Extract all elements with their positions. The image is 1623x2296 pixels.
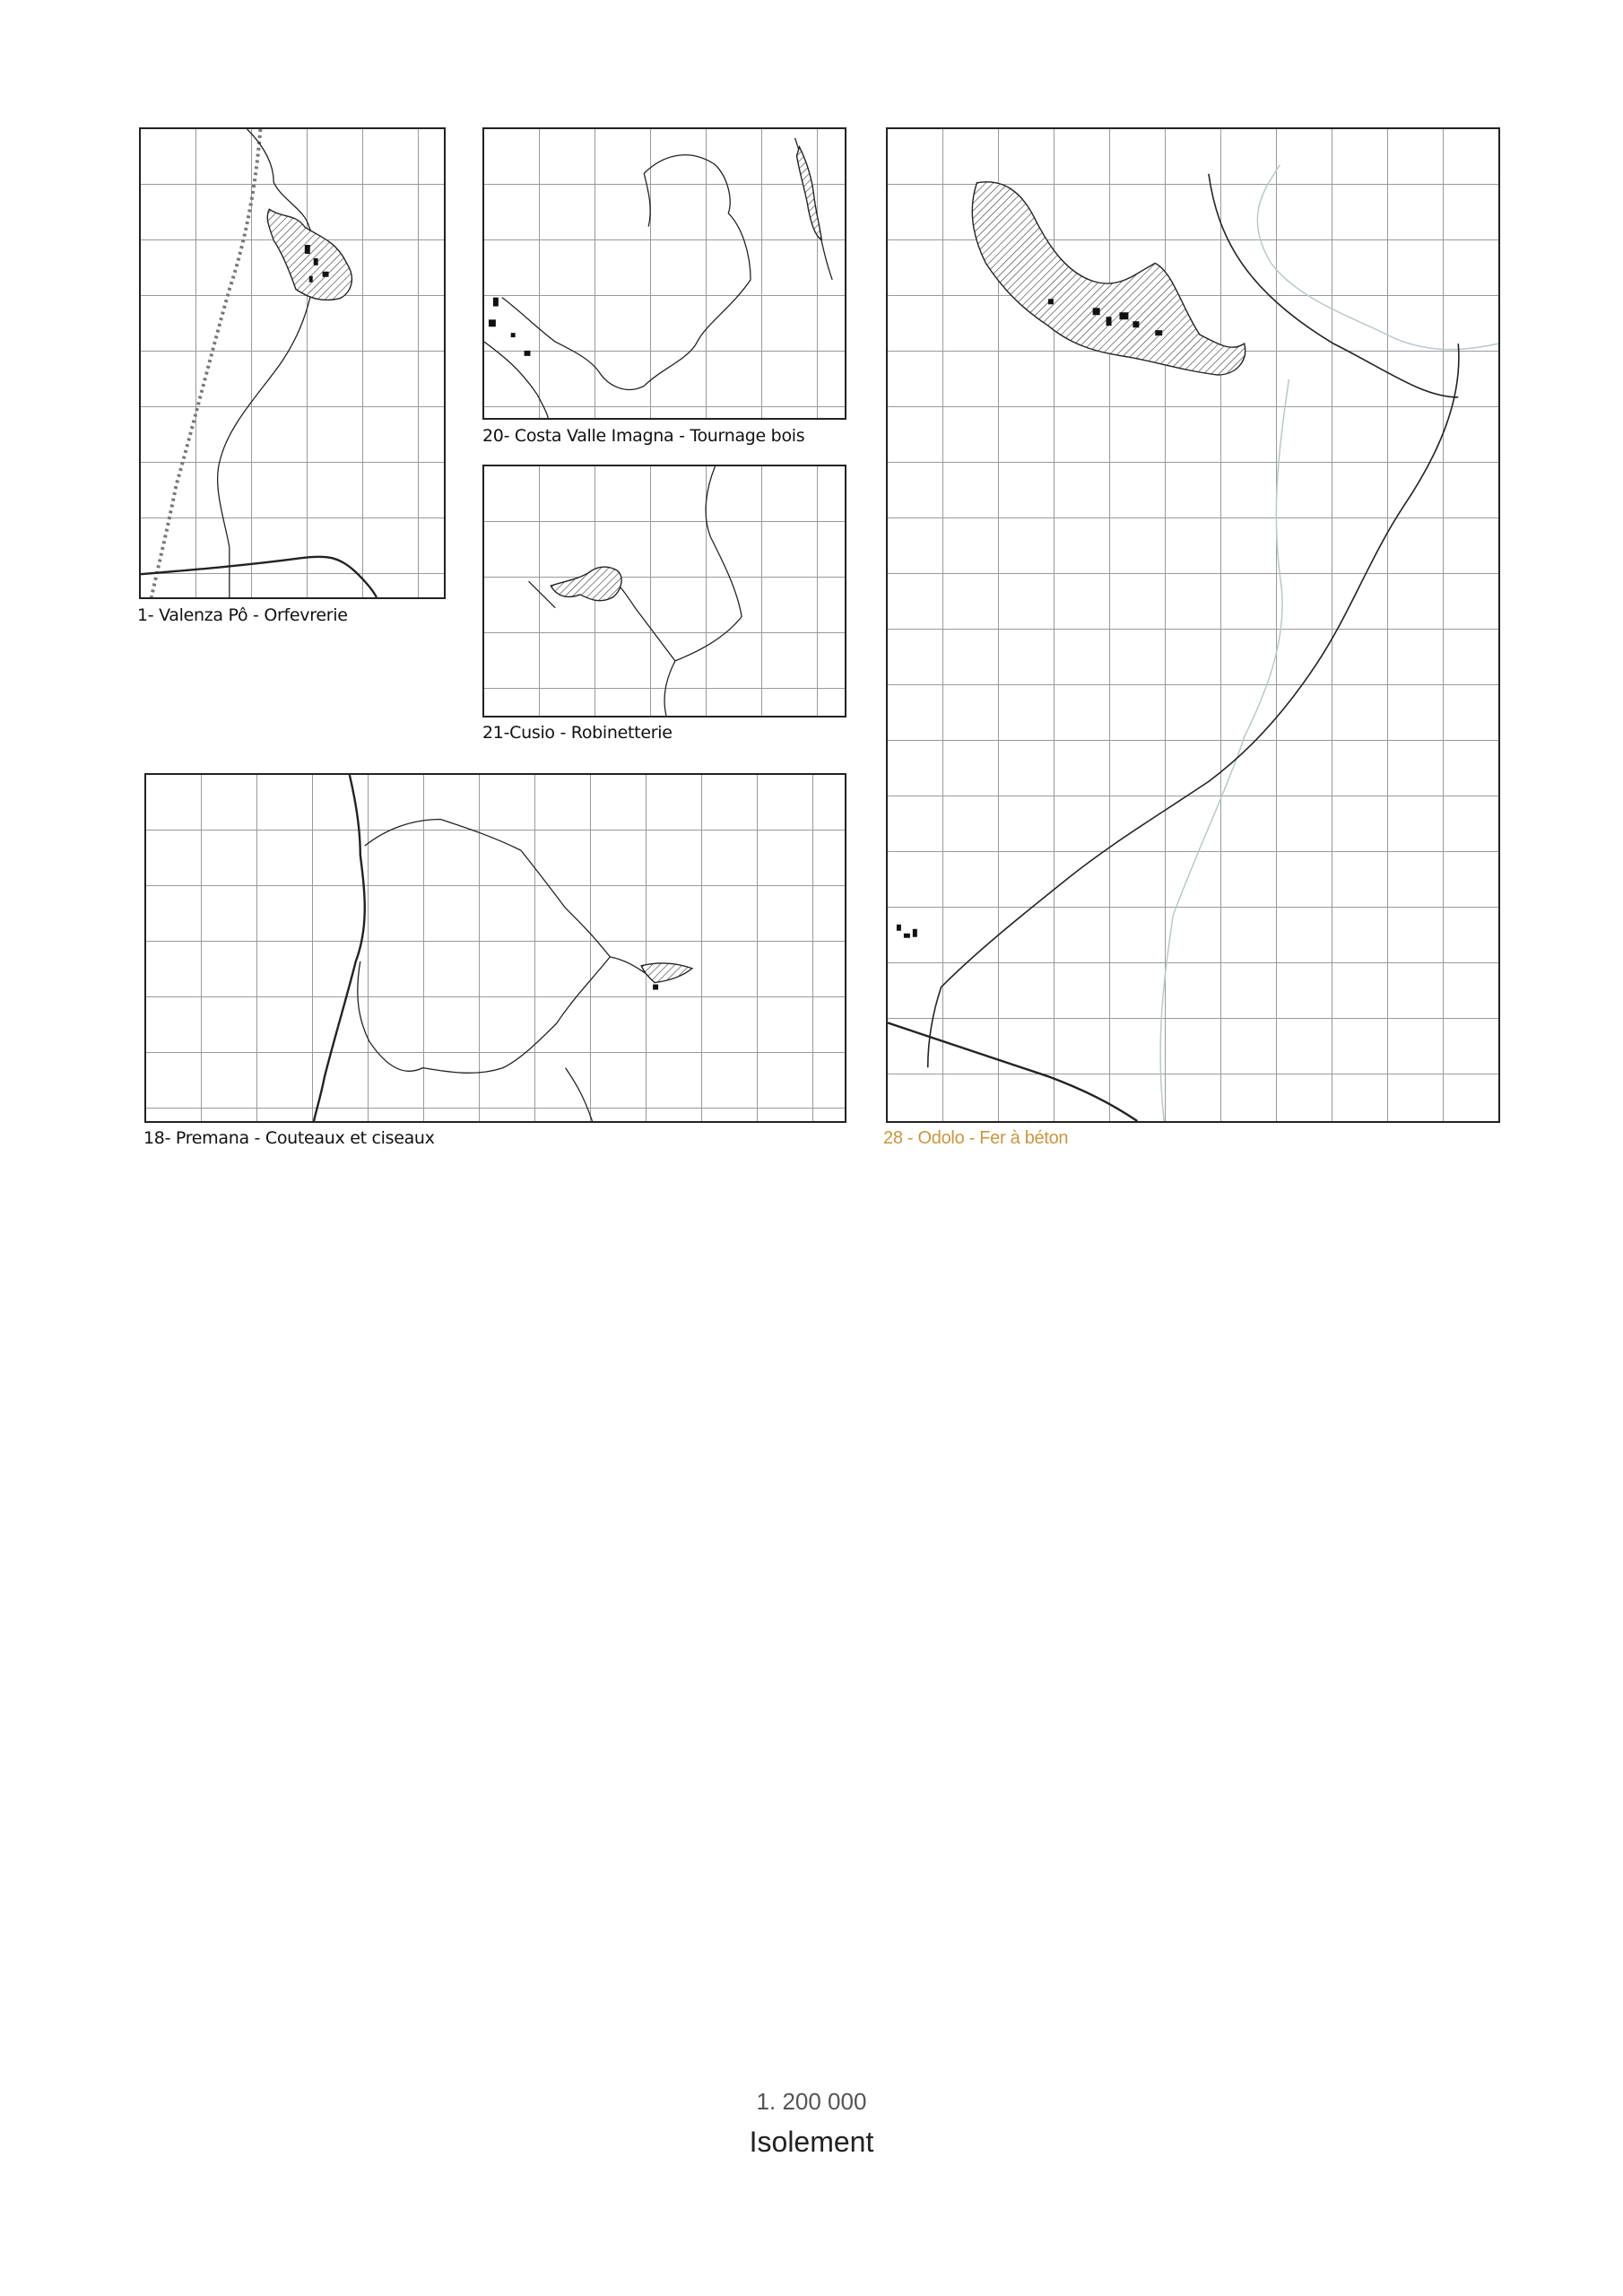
map-premana-drawing	[146, 775, 845, 1121]
caption-costa: 20- Costa Valle Imagna - Tournage bois	[482, 426, 805, 446]
map-valenza	[139, 127, 446, 599]
caption-odolo: 28 - Odolo - Fer à béton	[883, 1128, 1069, 1148]
map-cusio	[482, 465, 846, 718]
page-title: Isolement	[749, 2126, 874, 2158]
map-valenza-drawing	[141, 129, 444, 597]
map-odolo-drawing	[888, 129, 1498, 1121]
caption-premana: 18- Premana - Couteaux et ciseaux	[143, 1128, 435, 1148]
map-odolo	[886, 127, 1500, 1123]
map-scale: 1. 200 000	[756, 2088, 867, 2115]
map-premana	[144, 773, 846, 1123]
caption-cusio: 21-Cusio - Robinetterie	[482, 723, 673, 743]
map-costa-drawing	[484, 129, 845, 418]
caption-valenza: 1- Valenza Pô - Orfevrerie	[137, 605, 348, 625]
map-cusio-drawing	[484, 466, 845, 716]
map-costa	[482, 127, 846, 420]
